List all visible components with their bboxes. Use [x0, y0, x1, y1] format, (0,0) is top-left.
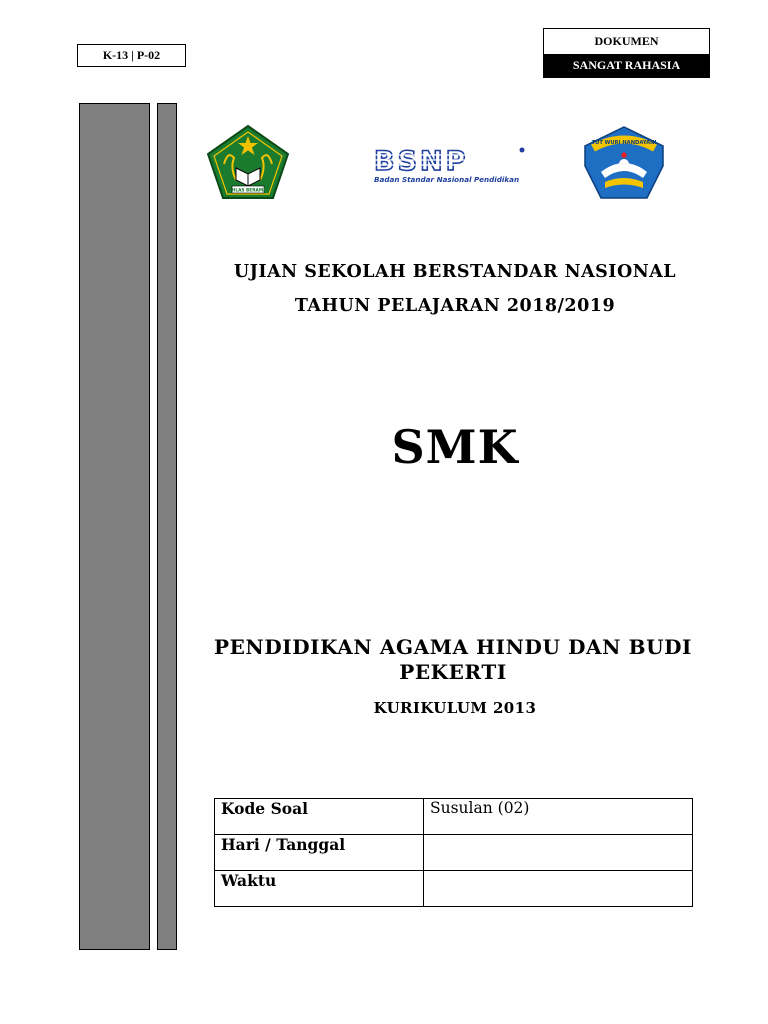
classification-label: SANGAT RAHASIA — [544, 54, 709, 77]
table-label: Waktu — [215, 871, 424, 907]
table-value — [424, 835, 693, 871]
decorative-side-bar-narrow — [157, 103, 177, 950]
document-code: K-13 | P-02 — [102, 48, 161, 62]
exam-info-table — [214, 798, 693, 907]
table-row — [215, 835, 693, 871]
table-row — [215, 871, 693, 907]
tut-wuri-handayani-logo-icon — [583, 126, 665, 200]
subject-title: PENDIDIKAN AGAMA HINDU DAN BUDI PEKERTI — [213, 635, 693, 684]
bsnp-wordmark: BSNP — [374, 146, 469, 177]
table-label: Hari / Tanggal — [215, 835, 424, 871]
table-row — [215, 799, 693, 835]
classification-box — [543, 28, 710, 78]
tutwuri-motto: TUT WURI HANDAYANI — [591, 140, 657, 146]
exam-title: UJIAN SEKOLAH BERSTANDAR NASIONAL — [233, 262, 677, 282]
table-label: Kode Soal — [215, 799, 424, 835]
curriculum-label: KURIKULUM 2013 — [373, 699, 537, 717]
bsnp-tagline: Badan Standar Nasional Pendidikan — [374, 175, 520, 184]
kemenag-logo-icon — [206, 124, 290, 200]
academic-year: TAHUN PELAJARAN 2018/2019 — [294, 296, 616, 316]
kemenag-motto: IKHLAS BERAMAL — [226, 188, 270, 194]
table-value: Susulan (02) — [424, 799, 693, 835]
school-level: SMK — [391, 420, 519, 474]
decorative-side-bar-wide — [79, 103, 150, 950]
document-code-box — [77, 44, 186, 67]
bsnp-logo-icon — [372, 144, 528, 188]
table-value — [424, 871, 693, 907]
document-label: DOKUMEN — [594, 34, 659, 48]
